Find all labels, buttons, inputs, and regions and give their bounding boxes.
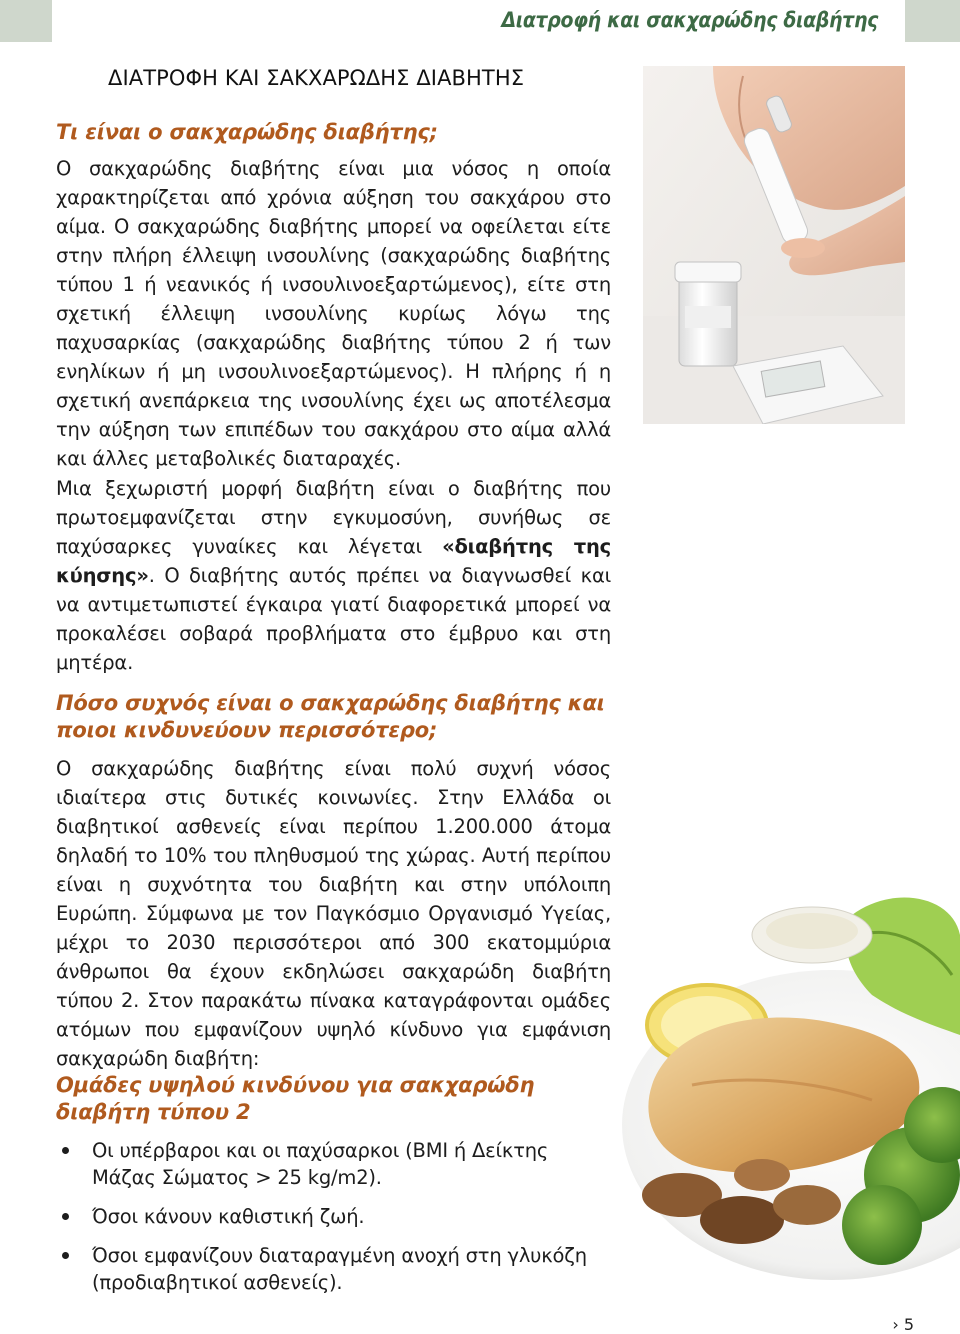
running-header: [0, 0, 960, 42]
list-item-text: Όσοι κάνουν καθιστική ζωή.: [92, 1205, 365, 1228]
para2-bold-term: «διαβήτης της κύησης»: [56, 535, 611, 587]
bullet-icon: [62, 1252, 69, 1259]
section1-heading: Τι είναι ο σακχαρώδης διαβήτης;: [56, 120, 438, 144]
section1-paragraph-1: Ο σακχαρώδης διαβήτης είναι μια νόσος η οποία χαρακτηρίζεται από χρόνια αύξηση του σακχάρου στο αίμα. Ο σακχαρώδης διαβήτης μπορεί να οφείλεται είτε στην πλήρη έλλειψη ινσουλίνης (σακχαρώδης διαβήτης τύπου 1 ή νεανικός ή ινσουλινοεξαρτώμενος), είτε στη σχετική έλλειψη ινσουλίνης κυρίως λόγω της παχυσαρκίας (σακχαρώδης διαβήτης τύπου 2 ή των ενηλίκων ή μη ινσουλινοεξαρτώμενος). Η πλήρης ή η σχετική ανεπάρκεια της ινσουλίνης έχει ως αποτέλεσμα την αύξηση των επιπέδων του σακχάρου στο αίμα αλλά και άλλες μεταβολικές διαταραχές.: [56, 157, 611, 470]
page-number: › 5: [892, 1315, 914, 1334]
bullet-icon: [62, 1213, 69, 1220]
risk-group-list: [56, 1137, 614, 1308]
healthy-meal-photo: [612, 875, 960, 1280]
para2-text-before: Μια ξεχωριστή μορφή διαβήτη είναι ο διαβήτης που πρωτοεμφανίζεται στην εγκυμοσύνη, συνήθως σε παχύσαρκες γυναίκες και λέγεται: [56, 477, 611, 558]
running-title: Διατροφή και σακχαρώδης διαβήτης: [501, 8, 878, 32]
bullet-icon: [62, 1147, 69, 1154]
list-item: [56, 1242, 614, 1296]
glucose-test-photo: [643, 66, 905, 424]
header-right-block: [905, 0, 960, 42]
header-left-block: [0, 0, 52, 42]
section3-heading: Ομάδες υψηλού κινδύνου για σακχαρώδη διαβήτη τύπου 2: [56, 1073, 535, 1124]
list-item-text: Οι υπέρβαροι και οι παχύσαρκοι (BMI ή Δείκτης Μάζας Σώματος > 25 kg/m2).: [92, 1139, 549, 1189]
list-item: [56, 1203, 614, 1230]
para2-text-after: . Ο διαβήτης αυτός πρέπει να διαγνωσθεί και να αντιμετωπιστεί έγκαιρα γιατί διαφορετικά μπορεί να προκαλέσει σοβαρά προβλήματα στο έμβρυο και στη μητέρα.: [56, 564, 611, 674]
list-item: [56, 1137, 614, 1191]
section2-paragraph: Ο σακχαρώδης διαβήτης είναι πολύ συχνή νόσος ιδιαίτερα στις δυτικές κοινωνίες. Στην Ελλάδα οι διαβητικοί ασθενείς είναι περίπου 1.200.000 άτομα δηλαδή το 10% του πληθυσμού της χώρας. Αυτή περίπου είναι η συχνότητα του διαβήτη και στην υπόλοιπη Ευρώπη. Σύμφωνα με τον Παγκόσμιο Οργανισμό Υγείας, μέχρι το 2030 περισσότεροι από 300 εκατομμύρια άνθρωποι θα έχουν εκδηλώσει σακχαρώδη διαβήτη τύπου 2. Στον παρακάτω πίνακα καταγράφονται ομάδες ατόμων που εμφανίζουν υψηλό κίνδυνο για εμφάνιση σακχαρώδη διαβήτη:: [56, 757, 611, 1070]
document-title: ΔΙΑΤΡΟΦΗ ΚΑΙ ΣΑΚΧΑΡΩΔΗΣ ΔΙΑΒΗΤΗΣ: [108, 66, 525, 90]
section2-heading: Πόσο συχνός είναι ο σακχαρώδης διαβήτης και ποιοι κινδυνεύουν περισσότερο;: [56, 691, 605, 742]
section1-paragraph-2: [56, 474, 611, 677]
list-item-text: Όσοι εμφανίζουν διαταραγμένη ανοχή στη γλυκόζη (προδιαβητικοί ασθενείς).: [92, 1244, 587, 1294]
